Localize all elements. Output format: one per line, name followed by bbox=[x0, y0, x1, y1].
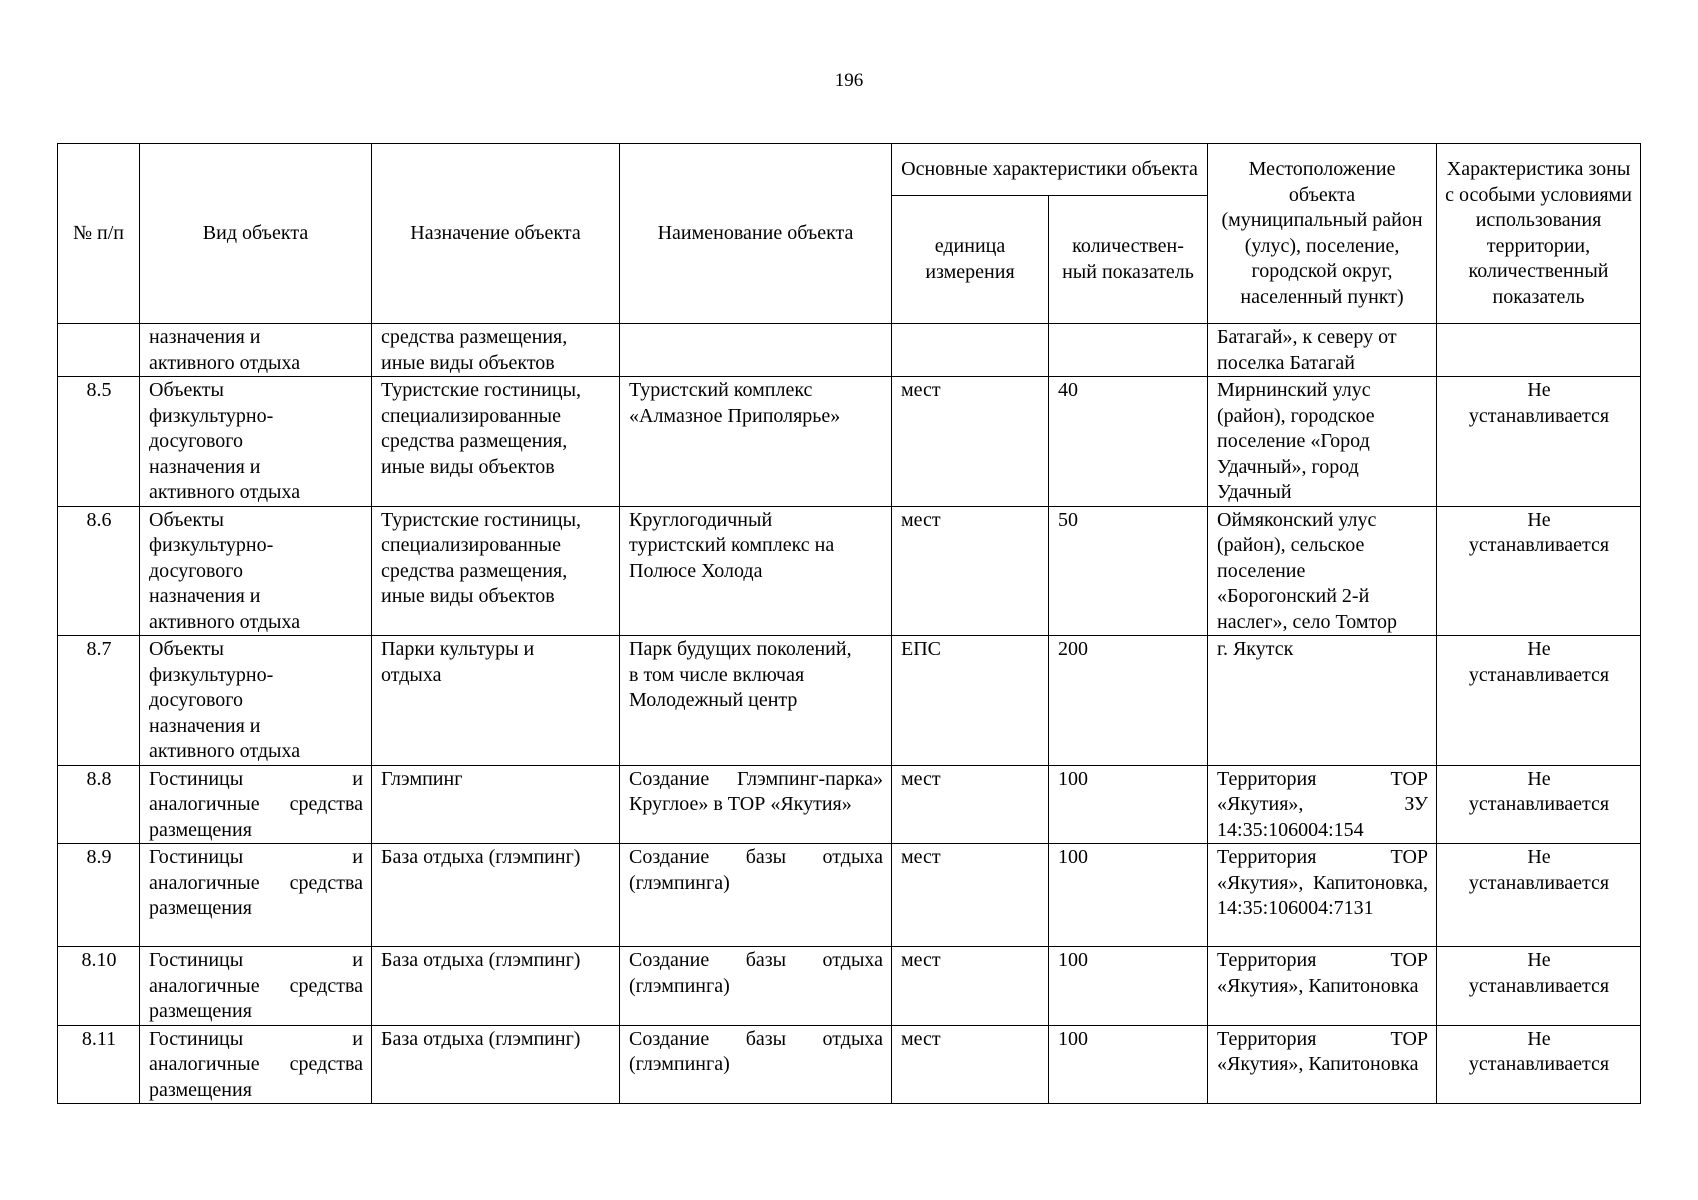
cell-purpose bbox=[372, 324, 620, 377]
cell-num-text: 8.11 bbox=[81, 1027, 117, 1050]
cell-unit bbox=[892, 324, 1049, 377]
table-row bbox=[58, 765, 1641, 844]
header-name: Наименование объекта bbox=[620, 144, 892, 324]
cell-zone bbox=[1437, 506, 1641, 636]
cell-purpose-text: средства размещения, иные виды объектов bbox=[381, 326, 568, 374]
cell-location-text: Территория ТОР «Якутия», Капитоновка bbox=[1217, 1027, 1429, 1075]
cell-name-text: Создание базы отдыха (глэмпинга) bbox=[629, 949, 883, 997]
cell-purpose-text: База отдыха (глэмпинг) bbox=[381, 846, 581, 868]
cell-location bbox=[1208, 377, 1437, 507]
table-body bbox=[58, 324, 1641, 1104]
cell-name-text: Туристский комплекс «Алмазное Приполярье» bbox=[629, 379, 841, 427]
header-type: Вид объекта bbox=[140, 144, 372, 324]
cell-location bbox=[1208, 324, 1437, 377]
cell-type bbox=[140, 377, 372, 507]
cell-zone-text: Не устанавливается bbox=[1468, 1027, 1610, 1075]
cell-purpose bbox=[372, 636, 620, 766]
cell-unit-text: мест bbox=[901, 379, 941, 401]
cell-zone-text: Не устанавливается bbox=[1468, 846, 1610, 894]
cell-zone bbox=[1437, 377, 1641, 507]
cell-name bbox=[620, 377, 892, 507]
cell-unit bbox=[892, 947, 1049, 1026]
cell-type bbox=[140, 1025, 372, 1104]
objects-table bbox=[57, 143, 1641, 1104]
cell-num bbox=[58, 377, 140, 507]
cell-zone-text: Не устанавливается bbox=[1468, 767, 1610, 815]
cell-type-text: назначения и активного отдыха bbox=[149, 326, 301, 374]
cell-name-text: Создание Глэмпинг-парка» Круглое» в ТОР «Якутия» bbox=[629, 767, 883, 815]
cell-zone bbox=[1437, 324, 1641, 377]
cell-location bbox=[1208, 506, 1437, 636]
cell-location-text: Мирнинский улус (район), городское поселение «Город Удачный», город Удачный bbox=[1217, 379, 1375, 503]
cell-location-text: г. Якутск bbox=[1217, 638, 1294, 660]
cell-purpose bbox=[372, 1025, 620, 1104]
cell-unit-text: мест bbox=[901, 508, 941, 531]
cell-name-text: Круглогодичный туристский комплекс на Полюсе Холода bbox=[629, 508, 835, 582]
cell-unit-text: мест bbox=[901, 1027, 941, 1050]
cell-location-text: Территория ТОР «Якутия», Капитоновка bbox=[1217, 949, 1429, 997]
table-row bbox=[58, 636, 1641, 766]
cell-qty bbox=[1049, 947, 1208, 1026]
cell-type bbox=[140, 636, 372, 766]
cell-name bbox=[620, 636, 892, 766]
cell-purpose bbox=[372, 765, 620, 844]
cell-qty-text: 100 bbox=[1058, 767, 1088, 790]
cell-name bbox=[620, 947, 892, 1026]
cell-location-text: Оймяконский улус (район), сельское поселение «Борогонский 2-й наслег», село Томтор bbox=[1217, 508, 1397, 633]
cell-qty bbox=[1049, 324, 1208, 377]
cell-qty bbox=[1049, 377, 1208, 507]
cell-location bbox=[1208, 765, 1437, 844]
cell-location-text: Территория ТОР «Якутия», ЗУ 14:35:106004:154 bbox=[1217, 767, 1429, 841]
cell-type bbox=[140, 506, 372, 636]
header-location: Местоположение объекта (муниципальный район (улус), поселение, городской округ, населенный пункт) bbox=[1208, 144, 1437, 324]
cell-num bbox=[58, 844, 140, 947]
cell-unit bbox=[892, 844, 1049, 947]
cell-name bbox=[620, 765, 892, 844]
cell-num bbox=[58, 506, 140, 636]
cell-zone bbox=[1437, 947, 1641, 1026]
cell-name bbox=[620, 844, 892, 947]
cell-qty-text: 200 bbox=[1058, 638, 1088, 660]
cell-num bbox=[58, 324, 140, 377]
cell-zone-text: Не устанавливается bbox=[1468, 949, 1610, 997]
cell-purpose-text: Парки культуры и отдыха bbox=[381, 638, 535, 686]
cell-type bbox=[140, 947, 372, 1026]
cell-qty-text: 100 bbox=[1058, 1027, 1088, 1050]
cell-qty bbox=[1049, 506, 1208, 636]
cell-zone bbox=[1437, 636, 1641, 766]
cell-zone bbox=[1437, 844, 1641, 947]
cell-purpose-text: База отдыха (глэмпинг) bbox=[381, 1027, 581, 1050]
cell-type-text: Гостиницы и аналогичные средства размещения bbox=[149, 1027, 363, 1101]
cell-unit bbox=[892, 765, 1049, 844]
cell-zone bbox=[1437, 1025, 1641, 1104]
cell-purpose bbox=[372, 506, 620, 636]
cell-type-text: Гостиницы и аналогичные средства размещения bbox=[149, 846, 363, 919]
cell-unit-text: мест bbox=[901, 767, 941, 790]
header-qty: количествен-ный показатель bbox=[1049, 196, 1208, 324]
table-row bbox=[58, 324, 1641, 377]
cell-zone-text: Не устанавливается bbox=[1468, 508, 1610, 556]
cell-num bbox=[58, 1025, 140, 1104]
cell-purpose bbox=[372, 377, 620, 507]
cell-purpose-text: Туристские гостиницы, специализированные средства размещения, иные виды объектов bbox=[381, 379, 582, 478]
cell-unit-text: мест bbox=[901, 949, 941, 971]
cell-type bbox=[140, 324, 372, 377]
cell-location bbox=[1208, 636, 1437, 766]
table-row bbox=[58, 1025, 1641, 1104]
header-main-characteristics: Основные характеристики объекта bbox=[892, 144, 1208, 196]
cell-zone-text: Не устанавливается bbox=[1468, 379, 1610, 427]
table-row bbox=[58, 377, 1641, 507]
header-num: № п/п bbox=[58, 144, 140, 324]
cell-name bbox=[620, 506, 892, 636]
cell-num-text: 8.5 bbox=[86, 379, 112, 401]
cell-location bbox=[1208, 947, 1437, 1026]
cell-unit-text: ЕПС bbox=[901, 638, 941, 660]
cell-zone bbox=[1437, 765, 1641, 844]
cell-name-text: Парк будущих поколений, в том числе включая Молодежный центр bbox=[629, 638, 852, 711]
cell-qty bbox=[1049, 765, 1208, 844]
cell-unit bbox=[892, 636, 1049, 766]
cell-type-text: Объекты физкультурно- досугового назначения и активного отдыха bbox=[149, 638, 301, 762]
cell-purpose bbox=[372, 844, 620, 947]
cell-location bbox=[1208, 844, 1437, 947]
cell-num-text: 8.10 bbox=[81, 949, 117, 971]
cell-unit bbox=[892, 1025, 1049, 1104]
cell-num-text: 8.6 bbox=[86, 508, 112, 531]
cell-location-text: Территория ТОР «Якутия», Капитоновка, 14:35:106004:7131 bbox=[1217, 846, 1429, 919]
cell-qty-text: 40 bbox=[1058, 379, 1078, 401]
cell-purpose bbox=[372, 947, 620, 1026]
table-row bbox=[58, 844, 1641, 947]
table-row bbox=[58, 506, 1641, 636]
header-zone: Характеристика зоны с особыми условиями использования территории, количественный показатель bbox=[1437, 144, 1641, 324]
header-purpose: Назначение объекта bbox=[372, 144, 620, 324]
cell-name-text: Создание базы отдыха (глэмпинга) bbox=[629, 846, 883, 894]
cell-qty bbox=[1049, 1025, 1208, 1104]
cell-num-text: 8.9 bbox=[86, 846, 112, 868]
cell-type-text: Объекты физкультурно- досугового назначения и активного отдыха bbox=[149, 379, 301, 503]
table-row bbox=[58, 947, 1641, 1026]
cell-name-text: Создание базы отдыха (глэмпинга) bbox=[629, 1027, 883, 1075]
cell-num-text: 8.8 bbox=[86, 767, 112, 790]
cell-purpose-text: Туристские гостиницы, специализированные средства размещения, иные виды объектов bbox=[381, 508, 582, 607]
cell-type-text: Гостиницы и аналогичные средства размещения bbox=[149, 949, 363, 1022]
cell-qty-text: 50 bbox=[1058, 508, 1078, 531]
cell-unit-text: мест bbox=[901, 846, 941, 868]
cell-qty bbox=[1049, 844, 1208, 947]
cell-unit bbox=[892, 377, 1049, 507]
cell-location bbox=[1208, 1025, 1437, 1104]
cell-zone-text: Не устанавливается bbox=[1468, 638, 1610, 686]
cell-num bbox=[58, 636, 140, 766]
cell-type bbox=[140, 844, 372, 947]
cell-type bbox=[140, 765, 372, 844]
cell-type-text: Объекты физкультурно- досугового назначения и активного отдыха bbox=[149, 508, 301, 633]
cell-num bbox=[58, 765, 140, 844]
cell-qty-text: 100 bbox=[1058, 846, 1088, 868]
page-number: 196 bbox=[834, 70, 864, 91]
cell-qty-text: 100 bbox=[1058, 949, 1088, 971]
cell-num bbox=[58, 947, 140, 1026]
cell-type-text: Гостиницы и аналогичные средства размещения bbox=[149, 767, 363, 841]
cell-purpose-text: Глэмпинг bbox=[381, 767, 463, 790]
header-unit: единица измерения bbox=[892, 196, 1049, 324]
cell-qty bbox=[1049, 636, 1208, 766]
cell-purpose-text: База отдыха (глэмпинг) bbox=[381, 949, 581, 971]
cell-location-text: Батагай», к северу от поселка Батагай bbox=[1217, 326, 1397, 374]
cell-unit bbox=[892, 506, 1049, 636]
cell-name bbox=[620, 1025, 892, 1104]
cell-num-text: 8.7 bbox=[86, 638, 112, 660]
cell-name bbox=[620, 324, 892, 377]
